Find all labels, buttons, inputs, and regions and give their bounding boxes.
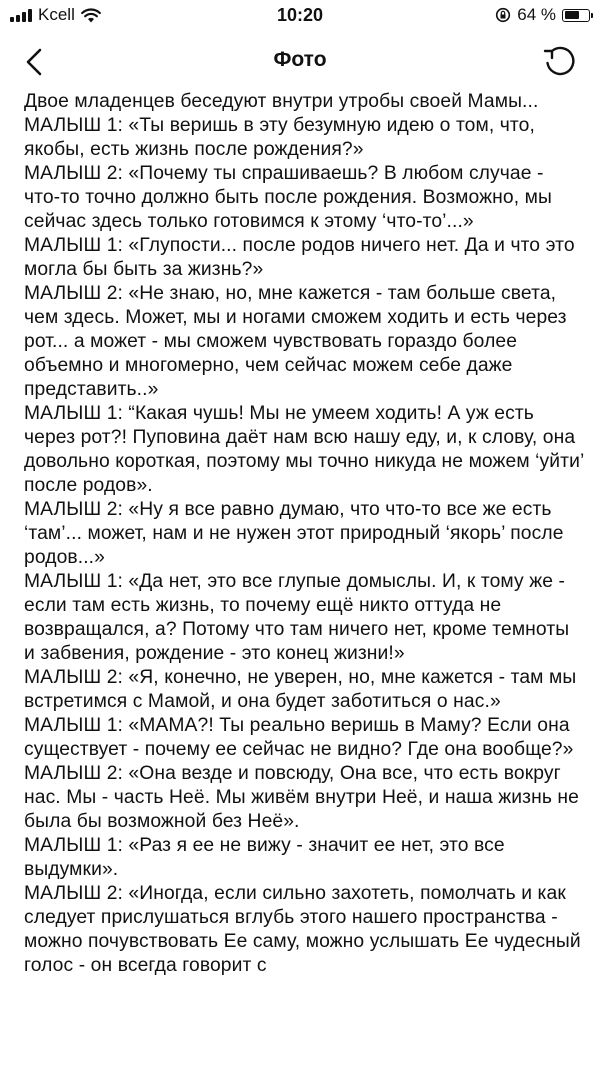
page-title: Фото xyxy=(273,48,327,71)
dialogue-line: МАЛЫШ 2: «Иногда, если сильно захотеть, помолчать и как следует прислушаться вглубь этого нашего пространства - можно почувствовать Ее саму, можно услышать Ее чудесный голос - он всегда говорит с xyxy=(24,883,581,976)
dialogue-line: МАЛЫШ 1: «Раз я ее не вижу - значит ее нет, это все выдумки». xyxy=(24,835,505,880)
dialogue-line: МАЛЫШ 2: «Она везде и повсюду, Она все, что есть вокруг нас. Мы - часть Неё. Мы живём внутри Неё, и наша жизнь не была бы возможной без Неё». xyxy=(24,763,580,832)
dialogue-line: МАЛЫШ 1: “Какая чушь! Мы не умеем ходить! А уж есть через рот?! Пуповина даёт нам всю нашу еду, и, к слову, она довольно короткая, поэтому мы точно никуда не можем ‘уйти’ после родов». xyxy=(24,403,584,496)
rotate-button[interactable] xyxy=(540,42,578,80)
dialogue-line: МАЛЫШ 1: «Глупости... после родов ничего нет. Да и что это могла бы быть за жизнь?» xyxy=(24,235,575,280)
photo-text-content xyxy=(24,90,584,1066)
dialogue-line: МАЛЫШ 2: «Ну я все равно думаю, что что-то все же есть ‘там’... может, нам и не нужен этот природный ‘якорь’ после родов...» xyxy=(24,499,564,568)
clock: 10:20 xyxy=(276,5,324,25)
battery-icon xyxy=(562,9,590,22)
dialogue-line: МАЛЫШ 2: «Почему ты спрашиваешь? В любом случае - что-то точно должно быть после рождения. Возможно, мы сейчас здесь только готовимся к этому ‘что-то’...» xyxy=(24,163,552,232)
carrier-name: Kcell xyxy=(38,5,75,24)
rotate-icon xyxy=(540,42,578,80)
dialogue-line: МАЛЫШ 2: «Не знаю, но, мне кажется - там больше света, чем здесь. Может, мы и ногами сможем ходить и есть через рот... а может - мы сможем чувствовать гораздо более объемно и многомерно, чем сейчас можем себе даже представить..» xyxy=(24,283,567,400)
battery-percent: 64 % xyxy=(517,5,556,24)
status-right xyxy=(495,5,590,25)
status-bar xyxy=(0,0,600,32)
dialogue-line: МАЛЫШ 1: «Да нет, это все глупые домыслы. И, к тому же - если там есть жизнь, то почему ещё никто оттуда не возвращался, а? Потому что там ничего нет, кроме темноты и забвения, рождение - это конец жизни!» xyxy=(24,571,570,664)
intro-text: Двое младенцев беседуют внутри утробы своей Мамы... xyxy=(24,91,539,112)
dialogue-line: МАЛЫШ 1: «МАМА?! Ты реально веришь в Маму? Если она существует - почему ее сейчас не видно? Где она вообще?» xyxy=(24,715,574,760)
dialogue-line: МАЛЫШ 2: «Я, конечно, не уверен, но, мне кажется - там мы встретимся с Мамой, и она будет заботиться о нас.» xyxy=(24,667,577,712)
nav-bar xyxy=(0,32,600,90)
rotation-lock-icon xyxy=(495,7,511,23)
dialogue-line: МАЛЫШ 1: «Ты веришь в эту безумную идею о том, что, якобы, есть жизнь после рождения?» xyxy=(24,115,535,160)
